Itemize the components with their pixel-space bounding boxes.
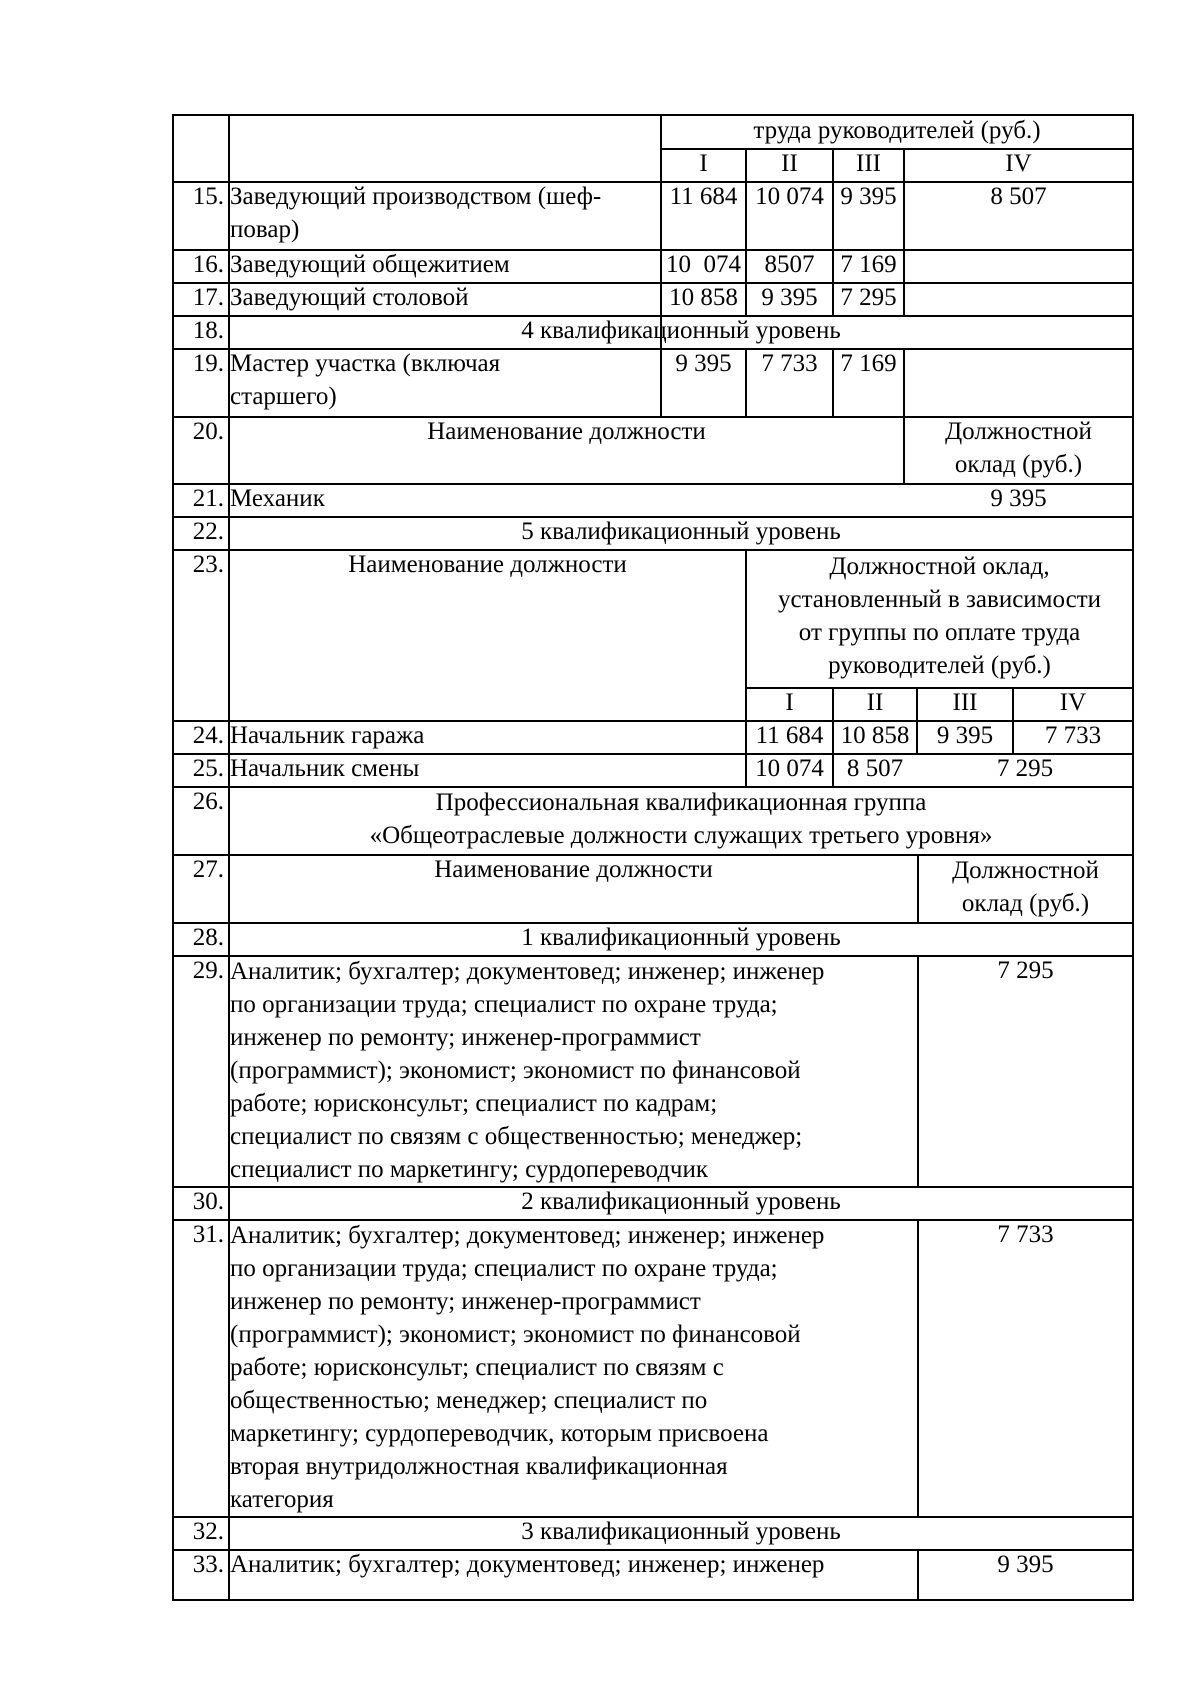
- row-27-name: Наименование должности: [434, 856, 713, 883]
- rule-right: [1132, 114, 1134, 1601]
- row-33-name: Аналитик; бухгалтер; документовед; инженер; инженер: [230, 1551, 825, 1578]
- row-16-v1: 10 074: [666, 251, 741, 278]
- row-16-name: Заведующий общежитием: [230, 251, 510, 278]
- header-col-2: II: [781, 150, 798, 177]
- row-22-level: 5 квалификационный уровень: [521, 518, 841, 545]
- row-17-num: 17.: [192, 284, 224, 311]
- row-20-salary: Должностной оклад (руб.): [945, 418, 1092, 478]
- row-32-level: 3 квалификационный уровень: [521, 1518, 841, 1545]
- row-23-col-1: I: [785, 689, 794, 716]
- row-29-num: 29.: [192, 957, 224, 984]
- row-26-num: 26.: [192, 788, 224, 815]
- row-17-v3: 7 295: [840, 284, 897, 311]
- rule-bottom: [172, 1599, 1134, 1601]
- row-30-num: 30.: [192, 1188, 224, 1215]
- row-15-v2: 10 074: [755, 183, 824, 210]
- row-15-num: 15.: [192, 183, 224, 210]
- row-21-num: 21.: [192, 485, 224, 512]
- row-23-name: Наименование должности: [348, 551, 627, 578]
- row-19-v1: 9 395: [675, 350, 732, 377]
- row-17-v1: 10 858: [669, 284, 738, 311]
- row-19-name: Мастер участка (включая старшего): [230, 350, 501, 410]
- row-21-name: Механик: [230, 485, 325, 512]
- header-col-4: IV: [1005, 150, 1032, 177]
- row-25-num: 25.: [192, 755, 224, 782]
- row-26-group-title: Профессиональная квалификационная группа «Общеотраслевые должности служащих третьего уровня»: [369, 789, 993, 849]
- row-18-level: 4 квалификационный уровень: [521, 317, 841, 344]
- rule-s3-b: [917, 955, 919, 1186]
- row-25-name: Начальник смены: [230, 755, 420, 782]
- row-24-v3: 9 395: [936, 722, 994, 749]
- row-15-v4: 8 507: [990, 183, 1047, 210]
- row-15-name: Заведующий производством (шеф- повар): [230, 183, 602, 243]
- header-cont-label: труда руководителей (руб.): [753, 117, 1041, 144]
- row-23-num: 23.: [192, 551, 224, 578]
- row-16-v2: 8507: [764, 251, 815, 278]
- row-31-name: Аналитик; бухгалтер; документовед; инженер; инженер по организации труда; специалист по охране труда; инженер по ремонту; инженер-программист (программист); экономист; экономист по финансовой работе; юрисконсульт; специалист по связям с общественностью; менеджер; специалист по маркетингу; сурдопереводчик, которым присвоена вторая внутридолжностная квалификационная категория: [230, 1222, 825, 1513]
- row-24-v2: 10 858: [840, 722, 910, 749]
- row-32-num: 32.: [192, 1518, 224, 1545]
- row-16-num: 16.: [192, 251, 224, 278]
- row-24-v1: 11 684: [755, 722, 824, 749]
- row-33-num: 33.: [192, 1551, 224, 1578]
- header-col-1: I: [699, 150, 708, 177]
- row-23-col-4: IV: [1059, 689, 1087, 716]
- header-col-3: III: [856, 150, 881, 177]
- row-29-name: Аналитик; бухгалтер; документовед; инженер; инженер по организации труда; специалист по охране труда; инженер по ремонту; инженер-программист (программист); экономист; экономист по финансовой работе; юрисконсульт; специалист по кадрам; специалист по связям с общественностью; менеджер; специалист по маркетингу; сурдопереводчик: [230, 958, 825, 1183]
- row-33-salary: 9 395: [997, 1551, 1054, 1578]
- row-20-num: 20.: [192, 418, 224, 445]
- row-18-num: 18.: [192, 317, 224, 344]
- row-21-salary: 9 395: [990, 485, 1047, 512]
- row-17-name: Заведующий столовой: [230, 284, 469, 311]
- row-24-name: Начальник гаража: [230, 722, 425, 749]
- row-19-num: 19.: [192, 350, 224, 377]
- row-27-num: 27.: [192, 856, 224, 883]
- row-19-v2: 7 733: [761, 350, 818, 377]
- row-31-num: 31.: [192, 1221, 224, 1248]
- row-24-num: 24.: [192, 722, 224, 749]
- row-29-salary: 7 295: [997, 957, 1054, 984]
- row-24-v4: 7 733: [1044, 722, 1102, 749]
- row-28-num: 28.: [192, 924, 224, 951]
- row-25-v34: 7 295: [996, 755, 1054, 782]
- row-17-v2: 9 395: [761, 284, 818, 311]
- row-27-salary: Должностной оклад (руб.): [952, 857, 1099, 917]
- row-20-name: Наименование должности: [427, 418, 706, 445]
- row-30-level: 2 квалификационный уровень: [521, 1188, 841, 1215]
- rule-s3-c: [917, 1219, 919, 1516]
- row-25-v1: 10 074: [755, 755, 824, 782]
- row-19-v3: 7 169: [840, 350, 897, 377]
- row-15-v3: 9 395: [840, 183, 897, 210]
- row-23-salary: Должностной оклад, установленный в зависимости от группы по оплате труда руководителей (руб.): [777, 553, 1102, 679]
- row-15-v1: 11 684: [669, 183, 738, 210]
- row-23-col-2: II: [866, 689, 884, 716]
- row-28-level: 1 квалификационный уровень: [521, 924, 841, 951]
- row-23-col-3: III: [952, 689, 978, 716]
- row-16-v3: 7 169: [840, 251, 897, 278]
- row-31-salary: 7 733: [997, 1221, 1054, 1248]
- row-22-num: 22.: [192, 518, 224, 545]
- row-25-v2: 8 507: [846, 755, 904, 782]
- salary-table: [172, 114, 1134, 1601]
